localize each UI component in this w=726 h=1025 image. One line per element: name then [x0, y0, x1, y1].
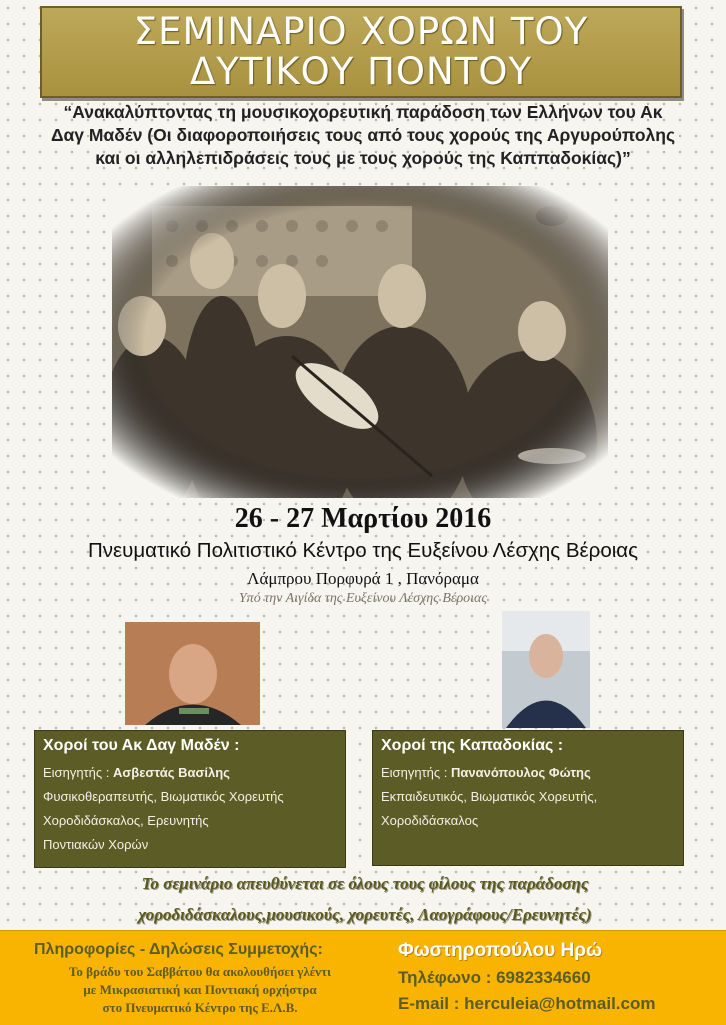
evening-note-line-2: με Μικρασιατική και Ποντιακή ορχήστρα — [83, 982, 317, 997]
presenter-right-speaker — [381, 761, 677, 785]
evening-note-line-1: Το βράδυ του Σαββάτου θα ακολουθήσει γλέντι — [68, 964, 332, 979]
presenter-left-line-3: Ποντιακών Χορών — [43, 837, 149, 852]
presenter-left-line-1: Φυσικοθεραπευτής, Βιωματικός Χορευτής — [43, 789, 284, 804]
audience-note — [20, 868, 710, 930]
seminar-subtitle — [30, 101, 696, 170]
presenter-left-box — [34, 730, 346, 868]
evening-note-line-3: στο Πνευματικό Κέντρο της Ε.Λ.Β. — [102, 1000, 298, 1015]
title-banner — [40, 6, 682, 98]
presenter-right-name: Πανανόπουλος Φώτης — [451, 765, 591, 780]
event-venue: Πνευματικό Πολιτιστικό Κέντρο της Ευξείνου Λέσχης Βέροιας — [87, 539, 639, 562]
group-photo-illustration — [112, 186, 608, 498]
presenter-right-illustration — [502, 611, 590, 728]
audience-line-2: χοροδιδάσκαλους,μουσικούς, χορευτές, Λαογράφους/Ερευνητές) — [138, 905, 592, 924]
presenter-left-line-2: Χοροδιδάσκαλος, Ερευνητής — [43, 813, 209, 828]
speaker-label: Εισηγητής : — [43, 765, 114, 780]
presenter-right-heading: Χοροί της Καπαδοκίας : — [381, 737, 564, 754]
vintage-group-photo — [112, 186, 608, 498]
event-dates: 26 - 27 Μαρτίου 2016 — [234, 503, 492, 534]
speaker-label: Εισηγητής : — [381, 765, 452, 780]
presenter-right-line-1: Εκπαιδευτικός, Βιωματικός Χορευτής, — [381, 789, 598, 804]
presenter-left-portrait — [125, 622, 260, 725]
title-line-2: ΔΥΤΙΚΟΥ ΠΟΝΤΟΥ — [189, 50, 533, 93]
subtitle-line-1: “Ανακαλύπτοντας τη μουσικοχορευτική παράδοση των Ελλήνων του Ακ — [63, 102, 663, 122]
audience-line-1: Το σεμινάριο απευθύνεται σε όλους τους φίλους της παράδοσης — [141, 874, 589, 893]
contact-email[interactable]: E-mail : herculeia@hotmail.com — [398, 994, 656, 1013]
evening-party-note — [10, 963, 390, 1017]
subtitle-line-3: και οι αλληλεπιδράσεις τους με τους χορούς της Καππαδοκίας)” — [95, 148, 631, 168]
presenter-left-name: Ασβεστάς Βασίλης — [113, 765, 230, 780]
contact-name: Φωστηροπούλου Ηρώ — [398, 940, 603, 961]
contact-phone: Τηλέφωνο : 6982334660 — [398, 968, 591, 987]
presenter-right-line-2: Χοροδιδάσκαλος — [381, 813, 479, 828]
presenter-left-speaker — [43, 761, 339, 785]
presenter-right-box — [372, 730, 684, 866]
presenter-right-portrait — [502, 611, 590, 728]
title-line-1: ΣΕΜΙΝΑΡΙΟ ΧΟΡΩΝ ΤΟΥ — [133, 10, 589, 53]
event-address: Λάμπρου Πορφυρά 1 , Πανόραμα — [247, 569, 479, 588]
presenter-left-heading: Χοροί του Ακ Δαγ Μαδέν : — [43, 737, 240, 754]
presenter-left-illustration — [125, 622, 260, 725]
contact-footer — [0, 930, 726, 1025]
subtitle-line-2: Δαγ Μαδέν (Οι διαφοροποιήσεις τους από τους χορούς της Αργυρούπολης — [50, 125, 676, 145]
event-auspices: Υπό την Αιγίδα της Ευξείνου Λέσχης Βέροιας — [238, 591, 488, 606]
info-registration-title: Πληροφορίες - Δηλώσεις Συμμετοχής: — [34, 941, 323, 958]
